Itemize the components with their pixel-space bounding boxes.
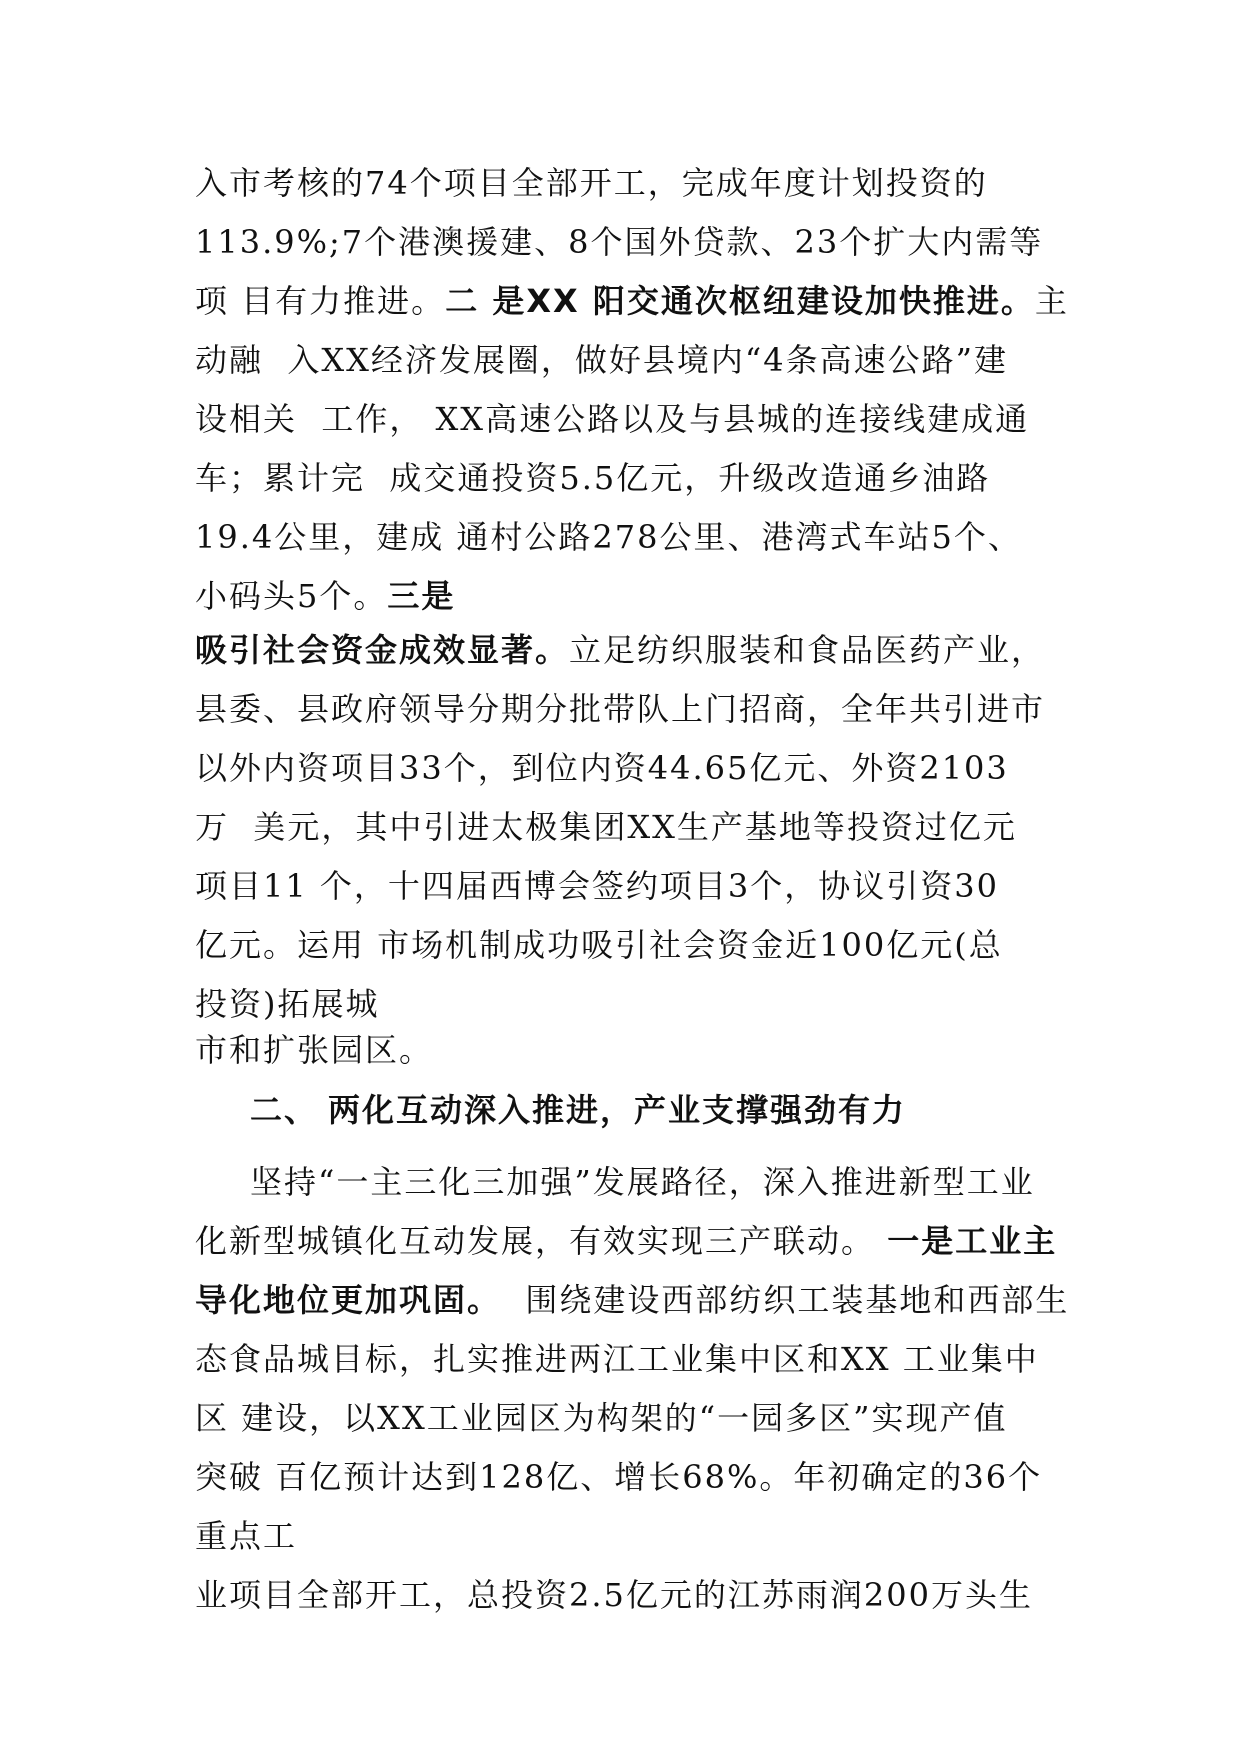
paragraph-line <box>195 1575 1033 1615</box>
text-run: 立足纺织服装和食品医药产业， <box>569 631 1046 669</box>
paragraph-line <box>195 807 1017 847</box>
text-run: 项 目有力推进。 <box>195 282 446 320</box>
text-run: 态食品城目标，扎实推进两江工业集中区和XX 工业集中 <box>195 1340 1039 1378</box>
section-heading <box>250 1090 906 1130</box>
text-run: 万 美元，其中引进太极集团XX生产基地等投资过亿元 <box>195 808 1017 846</box>
paragraph-line <box>195 689 1045 729</box>
paragraph-line <box>195 925 1003 965</box>
text-run: 市和扩张园区。 <box>195 1031 434 1069</box>
text-run: 小码头5个。 <box>195 577 388 615</box>
bold-run: 三是 <box>387 577 456 615</box>
paragraph-line <box>195 1030 433 1070</box>
paragraph-line <box>195 984 380 1024</box>
paragraph-line <box>250 1162 1035 1202</box>
text-run: 亿元。运用 市场机制成功吸引社会资金近100亿元(总 <box>195 926 1003 964</box>
section-number: 二、 <box>250 1091 319 1129</box>
paragraph-line <box>195 458 990 498</box>
paragraph-line <box>195 1398 1007 1438</box>
bold-run: 二 是XX 阳交通次枢纽建设加快推进。 <box>445 282 1035 320</box>
paragraph-line <box>195 517 1022 557</box>
bold-run: 吸引社会资金成效显著。 <box>195 631 570 669</box>
text-run: 化新型城镇化互动发展，有效实现三产联动。 <box>195 1222 888 1260</box>
text-run: 车；累计完 成交通投资5.5亿元，升级改造通乡油路 <box>195 459 991 497</box>
text-run: 突破 百亿预计达到128亿、增长68%。年初确定的36个 <box>195 1458 1043 1496</box>
text-run: 项目11 个，十四届西博会签约项目3个，协议引资30 <box>195 867 999 905</box>
paragraph-line <box>195 630 1045 670</box>
paragraph-line <box>195 1457 1042 1497</box>
text-run: 入市考核的74个项目全部开工，完成年度计划投资的 <box>195 164 988 202</box>
text-run: 113.9%;7个港澳援建、8个国外贷款、23个扩大内需等 <box>195 223 1044 261</box>
text-run: 投资)拓展城 <box>195 985 380 1023</box>
paragraph-line <box>195 340 1008 380</box>
text-run: 设相关 工作， XX高速公路以及与县城的连接线建成通 <box>195 400 1030 438</box>
text-run: 以外内资项目33个，到位内资44.65亿元、外资2103 <box>195 749 1009 787</box>
paragraph-line <box>195 576 455 616</box>
paragraph-line <box>195 748 1009 788</box>
bold-run: 导化地位更加巩固。 <box>195 1281 502 1319</box>
paragraph-line <box>195 399 1029 439</box>
text-run: 动融 入XX经济发展圈，做好县境内“4条高速公路”建 <box>195 341 1008 379</box>
text-run: 业项目全部开工，总投资2.5亿元的江苏雨润200万头生 <box>195 1576 1033 1614</box>
text-run: 19.4公里，建成 通村公路278公里、港湾式车站5个、 <box>195 518 1022 556</box>
text-run: 重点工 <box>195 1517 298 1555</box>
paragraph-line <box>195 1280 1069 1320</box>
text-run: 区 建设，以XX工业园区为构架的“一园多区”实现产值 <box>195 1399 1008 1437</box>
text-run: 主 <box>1034 282 1069 320</box>
paragraph-line <box>195 281 1069 321</box>
paragraph-line <box>195 1516 297 1556</box>
bold-run: 一是工业主 <box>887 1222 1058 1260</box>
paragraph-line <box>195 1339 1039 1379</box>
section-title: 两化互动深入推进，产业支撑强劲有力 <box>328 1091 907 1129</box>
paragraph-line <box>195 222 1043 262</box>
text-run: 县委、县政府领导分期分批带队上门招商，全年共引进市 <box>195 690 1046 728</box>
text-run: 坚持“一主三化三加强”发展路径，深入推进新型工业 <box>250 1163 1035 1201</box>
paragraph-line <box>195 1221 1057 1261</box>
paragraph-line <box>195 866 999 906</box>
text-run: 围绕建设西部纺织工装基地和西部生 <box>501 1281 1070 1319</box>
paragraph-line <box>195 163 988 203</box>
